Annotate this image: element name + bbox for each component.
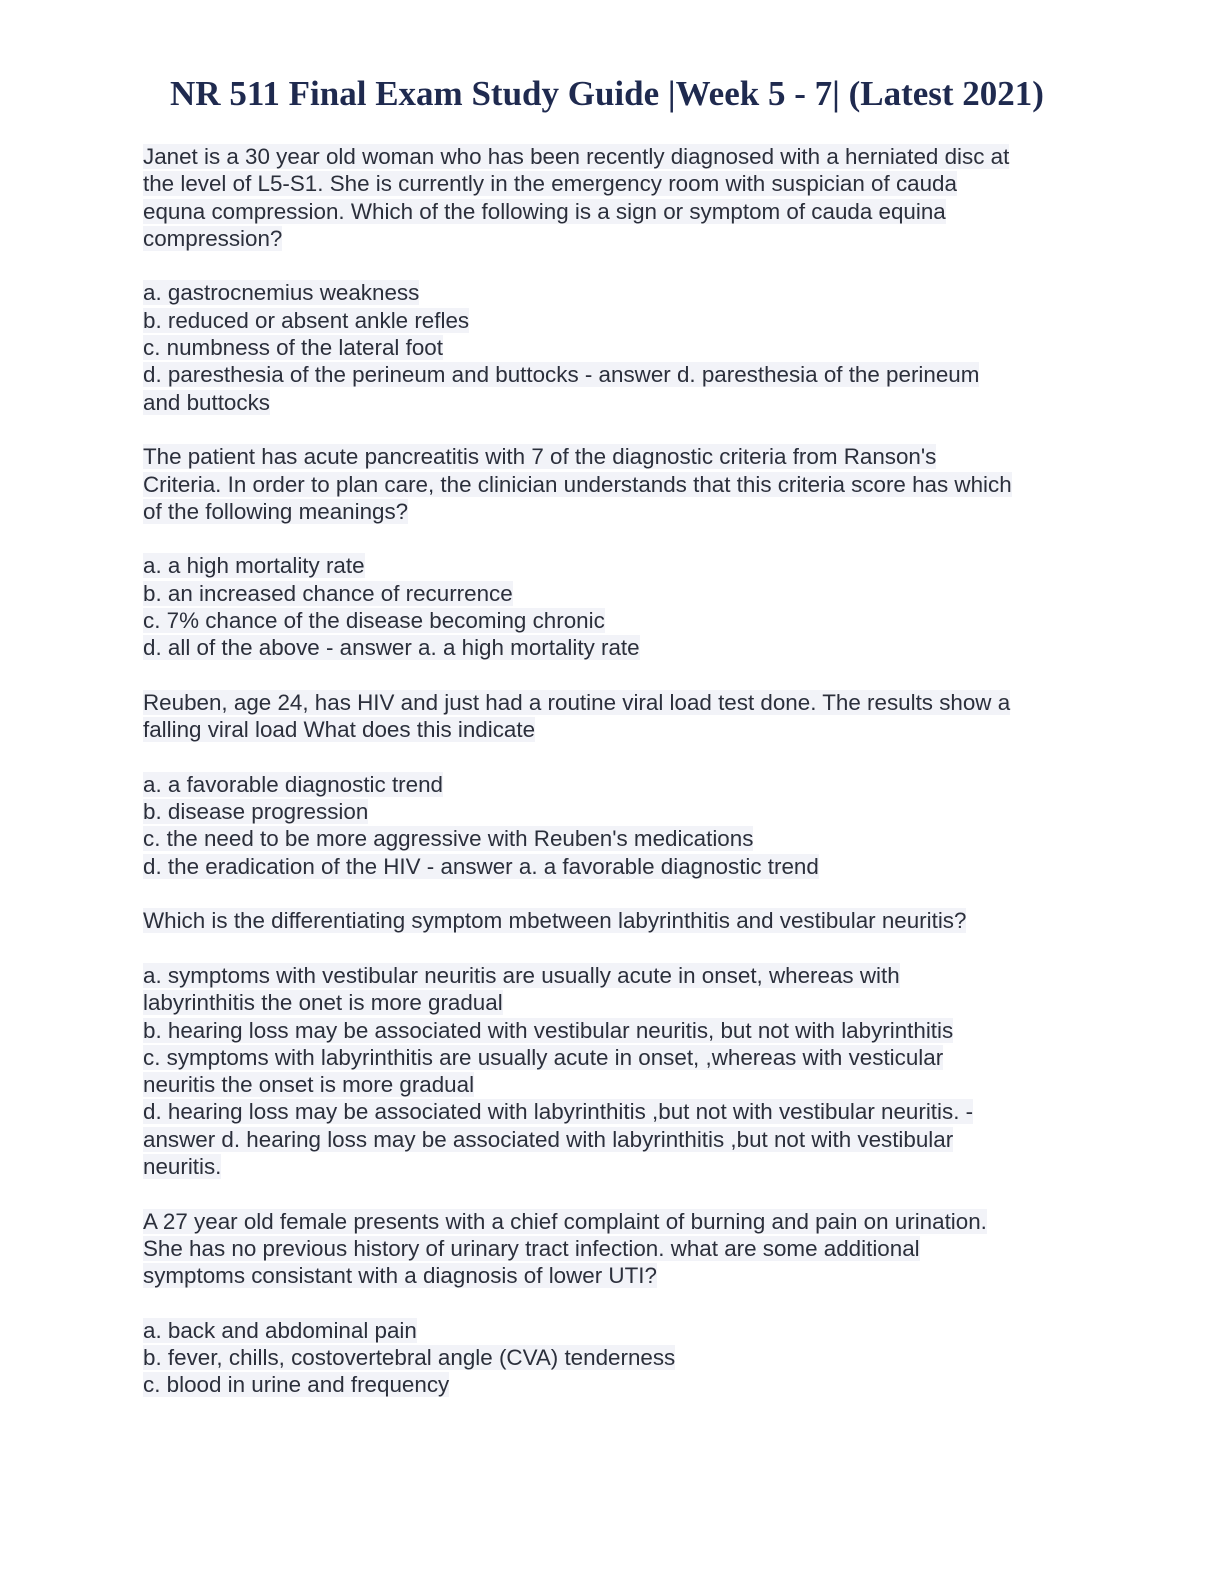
question-options: [143, 962, 1083, 1180]
option-line: d. paresthesia of the perineum and buttocks - answer d. paresthesia of the perineum: [143, 362, 980, 388]
option-line: b. reduced or absent ankle refles: [143, 307, 470, 333]
option-line: neuritis.: [143, 1153, 222, 1179]
option-line: b. disease progression: [143, 799, 369, 825]
option-line: and buttocks: [143, 389, 270, 415]
text-line: The patient has acute pancreatitis with 7 of the diagnostic criteria from Ranson's: [143, 444, 937, 470]
option-line: d. hearing loss may be associated with labyrinthitis ,but not with vestibular neuritis. -: [143, 1099, 974, 1125]
document-title: NR 511 Final Exam Study Guide |Week 5 - 7| (Latest 2021): [170, 74, 1044, 113]
question-stem: [143, 689, 1083, 744]
option-line: d. all of the above - answer a. a high mortality rate: [143, 635, 640, 661]
text-line: Which is the differentiating symptom mbetween labyrinthitis and vestibular neuritis?: [143, 908, 967, 934]
text-line: equna compression. Which of the following is a sign or symptom of cauda equina: [143, 198, 946, 224]
question-stem: [143, 443, 1083, 525]
option-line: c. symptoms with labyrinthitis are usually acute in onset, ,whereas with vesticular: [143, 1044, 944, 1070]
option-line: b. an increased chance of recurrence: [143, 580, 513, 606]
option-line: b. fever, chills, costovertebral angle (CVA) tenderness: [143, 1345, 676, 1371]
text-line: the level of L5-S1. She is currently in the emergency room with suspician of cauda: [143, 171, 957, 197]
question-options: [143, 771, 1083, 880]
text-line: A 27 year old female presents with a chief complaint of burning and pain on urination.: [143, 1208, 987, 1234]
question-stem: [143, 907, 1083, 934]
question-stem: [143, 1208, 1083, 1290]
text-line: falling viral load What does this indicate: [143, 717, 536, 743]
text-line: of the following meanings?: [143, 498, 409, 524]
option-line: c. numbness of the lateral foot: [143, 335, 443, 361]
option-line: c. blood in urine and frequency: [143, 1372, 450, 1398]
text-line: compression?: [143, 225, 283, 251]
option-line: c. the need to be more aggressive with Reuben's medications: [143, 826, 754, 852]
question-stem: [143, 143, 1083, 252]
option-line: labyrinthitis the onet is more gradual: [143, 990, 503, 1016]
option-line: c. 7% chance of the disease becoming chronic: [143, 608, 605, 634]
option-line: b. hearing loss may be associated with vestibular neuritis, but not with labyrinthitis: [143, 1017, 954, 1043]
option-line: a. back and abdominal pain: [143, 1317, 417, 1343]
text-line: Janet is a 30 year old woman who has been recently diagnosed with a herniated disc at: [143, 144, 1010, 169]
option-line: a. gastrocnemius weakness: [143, 280, 420, 306]
option-line: a. a high mortality rate: [143, 553, 365, 579]
option-line: neuritis the onset is more gradual: [143, 1072, 475, 1098]
question-options: [143, 1317, 1083, 1399]
text-line: Criteria. In order to plan care, the clinician understands that this criteria score has which: [143, 471, 1012, 497]
text-line: She has no previous history of urinary tract infection. what are some additional: [143, 1235, 920, 1261]
question-options: [143, 279, 1083, 415]
option-line: answer d. hearing loss may be associated with labyrinthitis ,but not with vestibular: [143, 1126, 954, 1152]
question-options: [143, 552, 1083, 661]
text-line: symptoms consistant with a diagnosis of lower UTI?: [143, 1263, 657, 1289]
document-body: [143, 143, 1083, 1426]
option-line: a. a favorable diagnostic trend: [143, 771, 443, 797]
text-line: Reuben, age 24, has HIV and just had a routine viral load test done. The results show a: [143, 689, 1011, 715]
option-line: d. the eradication of the HIV - answer a. a favorable diagnostic trend: [143, 853, 819, 879]
option-line: a. symptoms with vestibular neuritis are usually acute in onset, whereas with: [143, 962, 900, 988]
